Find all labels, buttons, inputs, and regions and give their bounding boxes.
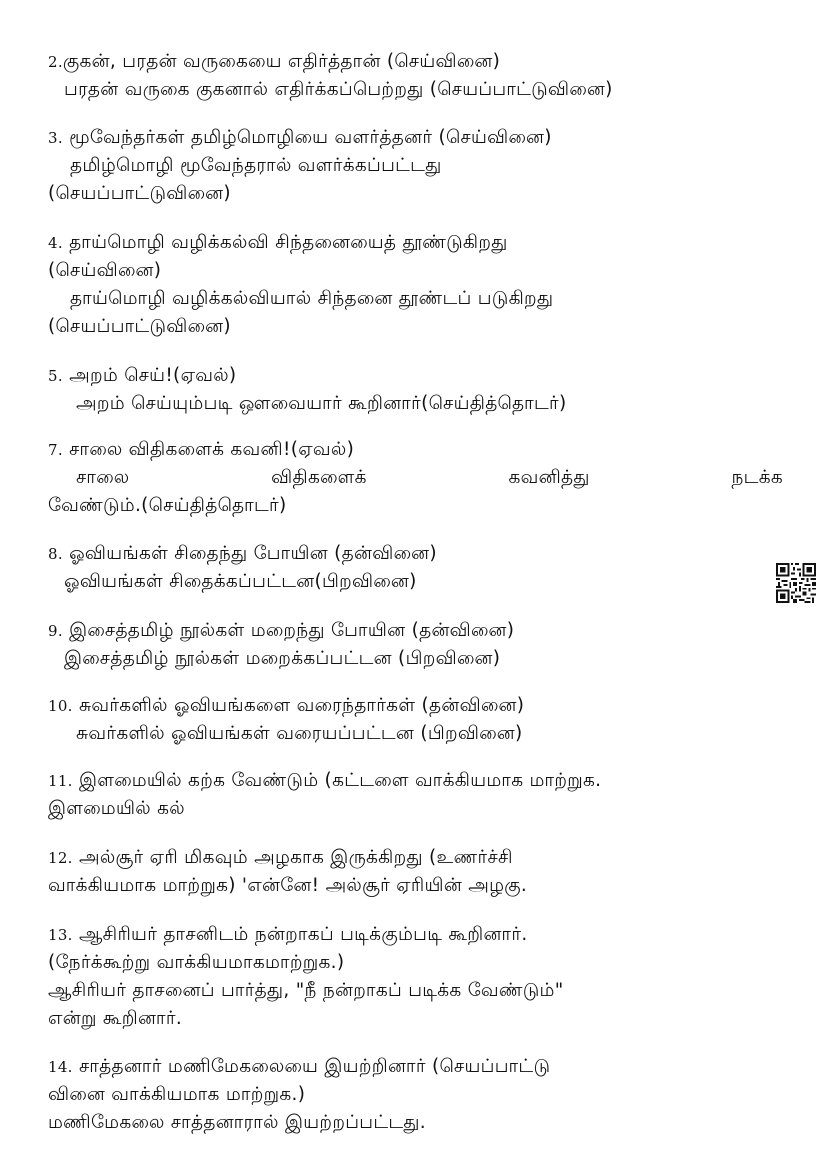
justified-word: கவனித்து [508,467,590,488]
item-number: 8. [48,545,63,563]
qr-code-icon [776,563,816,603]
exercise-item-13 [48,921,783,1033]
item-number: 13. [48,926,73,944]
item-line [48,362,783,390]
exercise-item-14 [48,1053,783,1137]
item-text: சாத்தனார் மணிமேகலையை இயற்றினார் (செயப்பாட்டு [78,1056,551,1077]
item-line: (நேர்க்கூற்று வாக்கியமாகமாற்றுக.) [48,952,345,973]
item-line: (செயப்பாட்டுவினை) [48,183,231,204]
item-line: பரதன் வருகை குகனால் எதிர்க்கப்பெற்றது (செயப்பாட்டுவினை) [64,79,613,100]
item-number: 11. [48,772,73,790]
item-number: 2. [48,53,63,71]
item-number: 4. [48,234,63,252]
item-text: தாய்மொழி வழிக்கல்வி சிந்தனையைத் தூண்டுகிறது [69,232,508,253]
exercise-item-10 [48,692,783,748]
item-number: 10. [48,697,73,715]
item-line: தாய்மொழி வழிக்கல்வியால் சிந்தனை தூண்டப் படுகிறது [70,288,554,309]
item-line: மணிமேகலை சாத்தனாரால் இயற்றப்பட்டது. [48,1112,426,1133]
item-line [48,844,783,872]
item-number: 5. [48,367,63,385]
item-line [48,1053,783,1081]
item-text: இசைத்தமிழ் நூல்கள் மறைந்து போயின (தன்வினை) [69,620,515,641]
item-line: இசைத்தமிழ் நூல்கள் மறைக்கப்பட்டன (பிறவினை) [64,648,501,669]
item-line: சுவர்களில் ஓவியங்கள் வரையப்பட்டன (பிறவினை) [76,723,523,744]
item-line [48,921,783,949]
item-line [48,436,783,464]
item-line [48,692,783,720]
item-line [48,48,783,76]
item-text: மூவேந்தர்கள் தமிழ்மொழியை வளர்த்தனர் (செய்வினை) [69,127,552,148]
exercise-item-7 [48,436,783,520]
item-line: என்று கூறினார். [48,1008,183,1029]
exercise-item-9 [48,617,783,673]
item-text: அல்சூர் ஏரி மிகவும் அழகாக இருக்கிறது (உணர்ச்சி [78,847,513,868]
item-text: சாலை விதிகளைக் கவனி!(ஏவல்) [69,439,355,460]
item-number: 3. [48,129,63,147]
item-line: (செயப்பாட்டுவினை) [48,316,231,337]
item-line: ஓவியங்கள் சிதைக்கப்பட்டன(பிறவினை) [64,571,417,592]
exercise-item-3 [48,124,783,208]
item-number: 7. [48,441,63,459]
item-line [48,540,783,568]
item-line: வினை வாக்கியமாக மாற்றுக.) [48,1084,306,1105]
item-line: இளமையில் கல் [48,798,185,819]
justified-line [48,464,783,492]
item-text: இளமையில் கற்க வேண்டும் (கட்டளை வாக்கியமாக மாற்றுக. [78,770,602,791]
item-line: வாக்கியமாக மாற்றுக) 'என்னே! அல்சூர் ஏரியின் அழகு. [48,875,528,896]
item-line: வேண்டும்.(செய்தித்தொடர்) [48,495,287,516]
exercise-item-4 [48,229,783,341]
exercise-item-11 [48,767,783,823]
item-number: 12. [48,849,73,867]
item-text: ஆசிரியர் தாசனிடம் நன்றாகப் படிக்கும்படி கூறினார். [78,924,528,945]
item-line [48,229,783,257]
item-line: (செய்வினை) [48,260,162,281]
item-text: அறம் செய்!(ஏவல்) [69,365,237,386]
item-text: ஓவியங்கள் சிதைந்து போயின (தன்வினை) [69,543,437,564]
exercise-item-2 [48,48,783,104]
exercise-item-12 [48,844,783,900]
item-line [48,767,783,795]
justified-word: விதிகளைக் [271,467,367,488]
item-line [48,617,783,645]
item-text: குகன், பரதன் வருகையை எதிர்த்தான் (செய்வினை) [62,51,501,72]
exercise-item-8 [48,540,783,596]
item-line: தமிழ்மொழி மூவேந்தரால் வளர்க்கப்பட்டது [70,155,442,176]
item-line [48,124,783,152]
exercise-item-5 [48,362,783,418]
justified-word: நடக்க [731,467,783,488]
item-number: 9. [48,622,63,640]
item-text: சுவர்களில் ஓவியங்களை வரைந்தார்கள் (தன்வினை) [78,695,525,716]
item-line: ஆசிரியர் தாசனைப் பார்த்து, "நீ நன்றாகப் படிக்க வேண்டும்" [48,980,564,1001]
item-line: அறம் செய்யும்படி ஔவையார் கூறினார்(செய்தித்தொடர்) [76,393,567,414]
justified-word: சாலை [76,467,130,488]
item-number: 14. [48,1058,73,1076]
